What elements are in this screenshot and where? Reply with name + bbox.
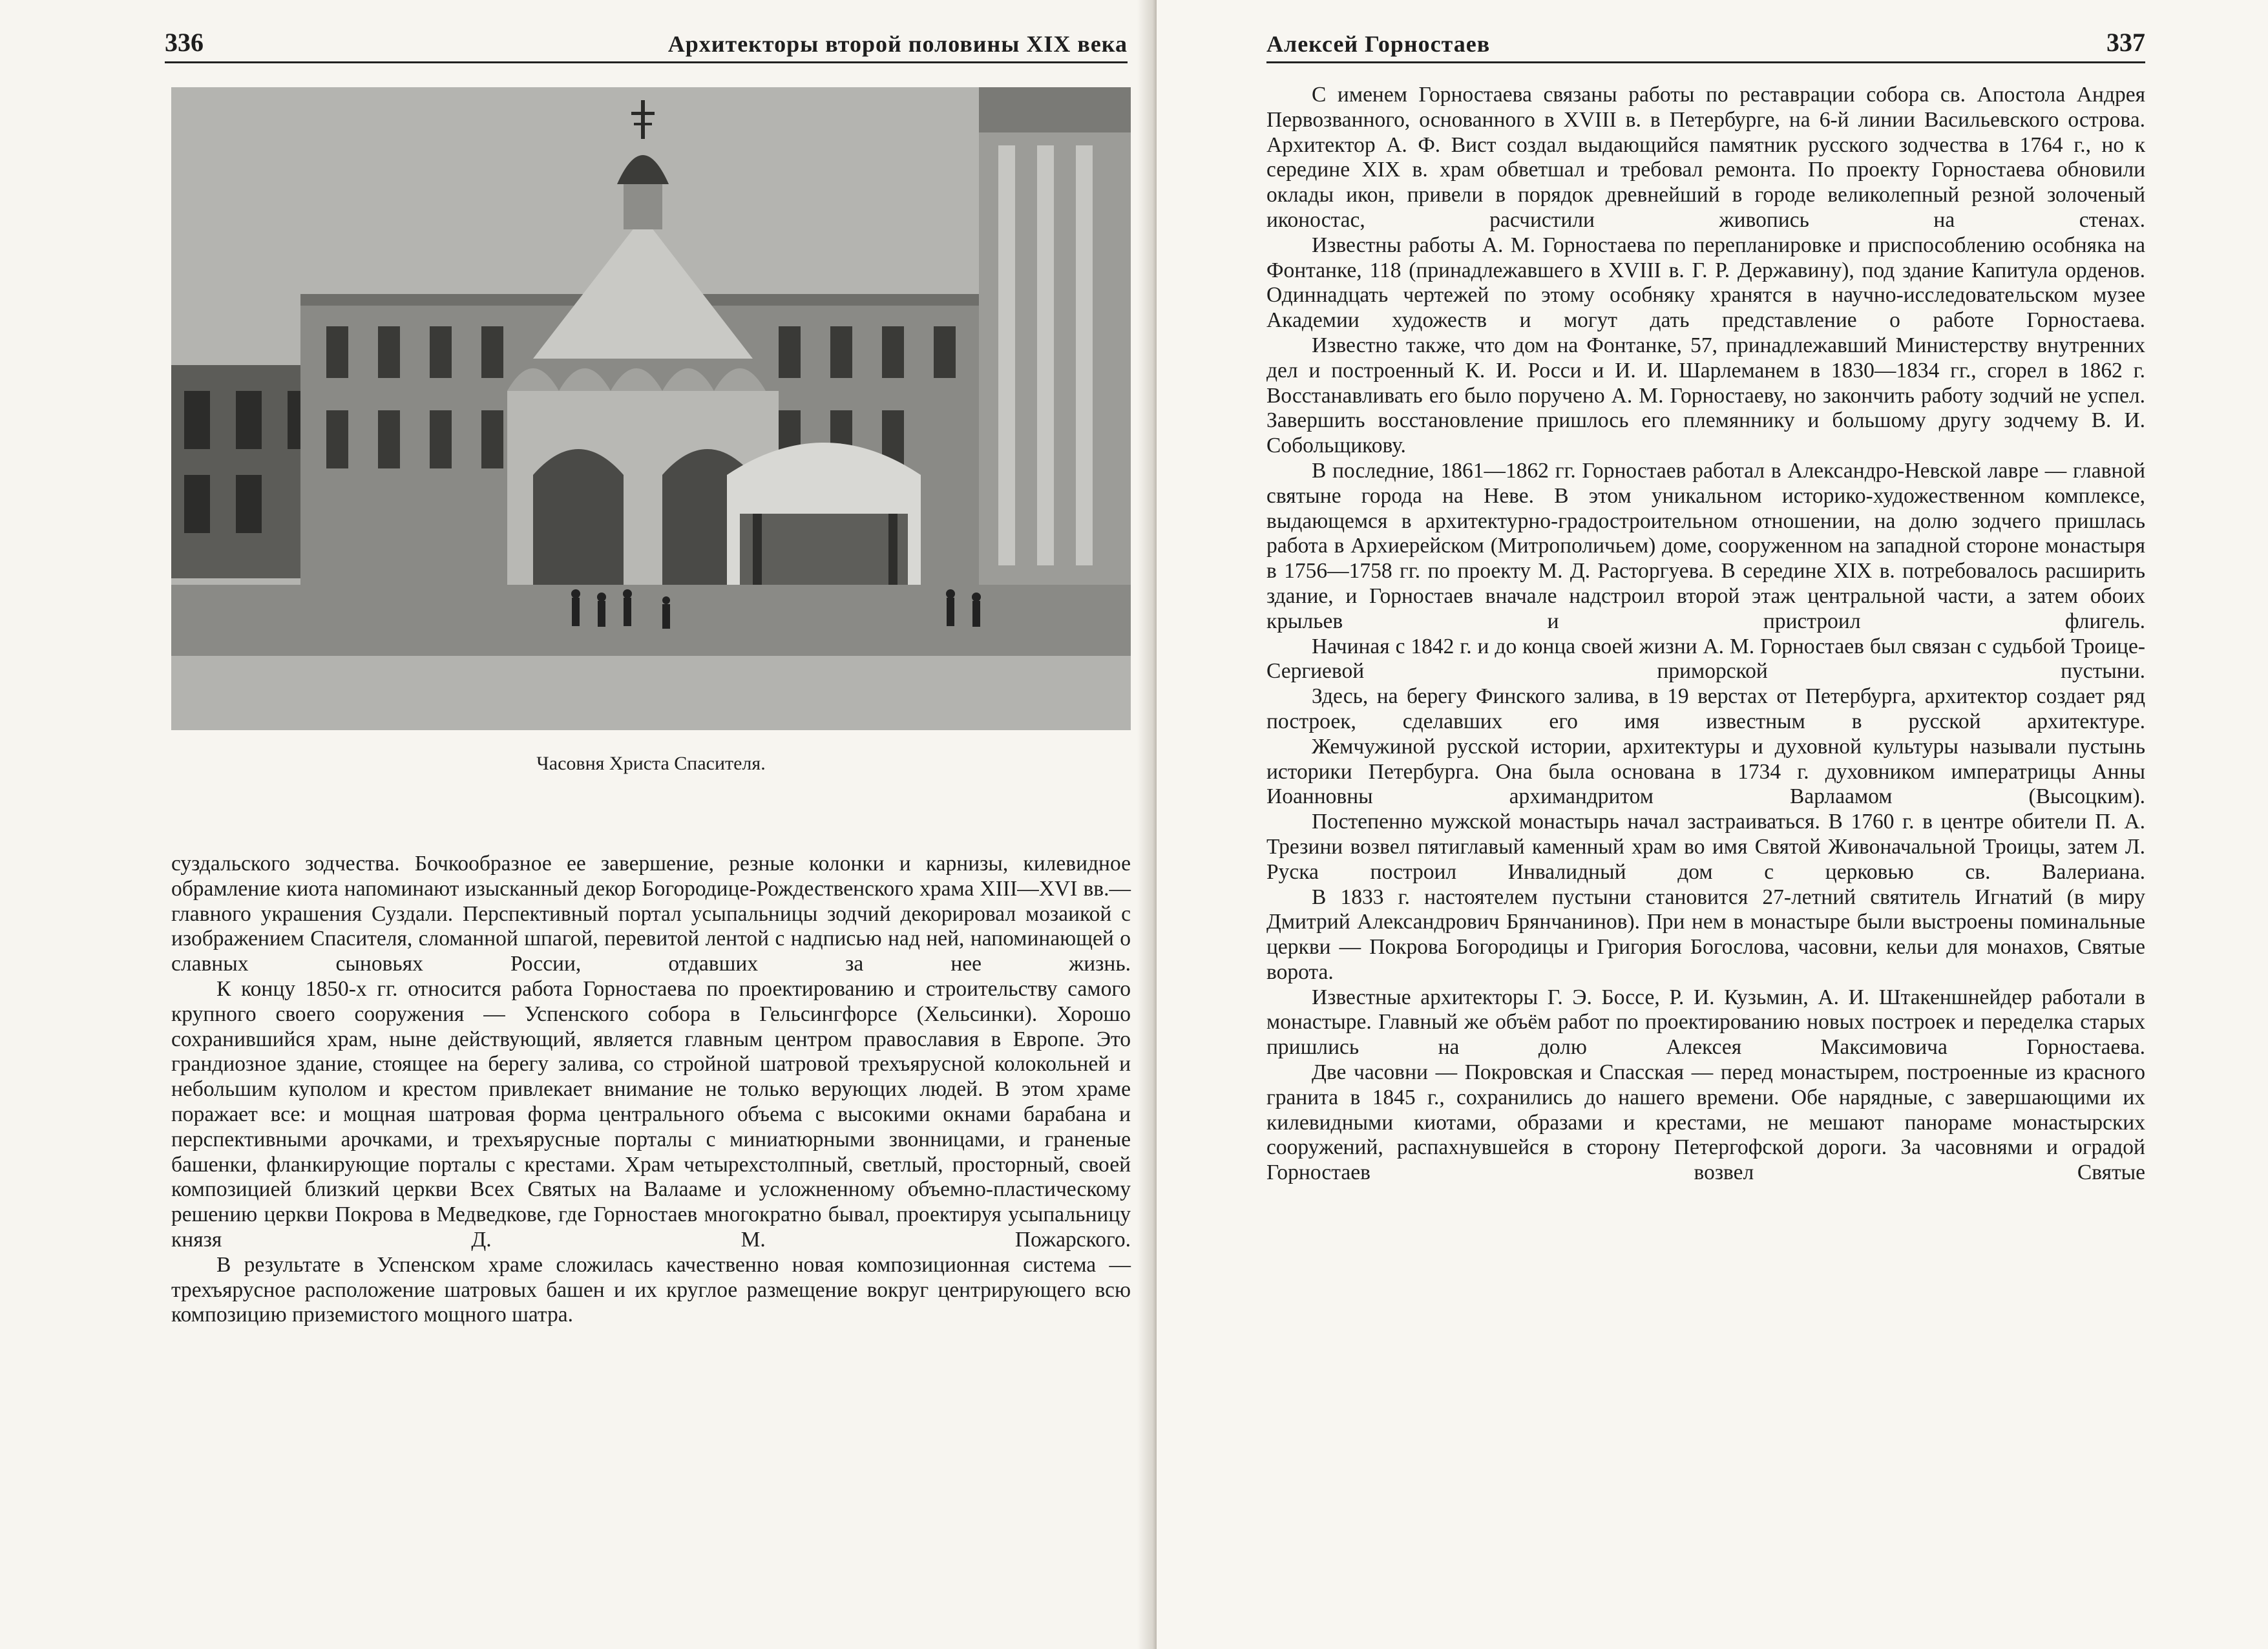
photo-caption: Часовня Христа Спасителя. [536, 753, 766, 774]
right-paragraph: Известные архитекторы Г. Э. Боссе, Р. И. Кузьмин, А. И. Штакеншнейдер работали в монастыре. Главный же объём работ по проектированию новых построек и переделка старых пришлись на долю Алексея Максимовича Горностаева. [1266, 985, 2145, 1060]
left-body-text [171, 852, 1131, 1328]
right-paragraph: Жемчужиной русской истории, архитектуры и духовной культуры называли пустынь историки Петербурга. Она была основана в 1734 г. духовником императрицы Анны Иоанновны архимандритом Варлаамом (Высоцким). [1266, 734, 2145, 809]
right-paragraph: Здесь, на берегу Финского залива, в 19 верстах от Петербурга, архитектор создает ряд построек, сделавших его имя известным в русской архитектуре. [1266, 684, 2145, 733]
right-running-title: Алексей Горностаев [1266, 31, 1491, 57]
right-paragraph: В последние, 1861—1862 гг. Горностаев работал в Александро-Невской лавре — главной святыне города на Неве. В этом уникальном историко-художественном комплексе, выдающемся в архитектурно-градостроительном отношении, на долю зодчего пришлась работа в Архиерейском (Митрополичьем) доме, сооруженном на западной стороне монастыря в 1756—1758 гг. по проекту М. Д. Расторгуева. В середине XIX в. потребовалось расширить здание, и Горностаев вначале надстроил второй этаж центральной части, а затем обоих крыльев и пристроил флигель. [1266, 458, 2145, 633]
right-paragraph: Начиная с 1842 г. и до конца своей жизни А. М. Горностаев был связан с судьбой Троице-Сергиевой приморской пустыни. [1266, 634, 2145, 684]
left-paragraph: В результате в Успенском храме сложилась качественно новая композиционная система — трехъярусное расположение шатровых башен и их круглое размещение вокруг центрирующего всю композицию приземистого мощного шатра. [171, 1252, 1131, 1327]
chapel-photo [171, 87, 1131, 730]
right-paragraph: Известно также, что дом на Фонтанке, 57, принадлежавший Министерству внутренних дел и построенный К. И. Росси и И. И. Шарлеманем в 1830—1834 гг., сгорел в 1862 г. Восстанавливать его было поручено А. М. Горностаеву, но закончить работу зодчий не успел. Завершить восстановление пришлось его племяннику и большому другу зодчему В. И. Собольщикову. [1266, 333, 2145, 458]
right-paragraph: Известны работы А. М. Горностаева по перепланировке и приспособлению особняка на Фонтанке, 118 (принадлежавшего в XVIII в. Г. Р. Державину), под здание Капитула орденов. Одиннадцать чертежей по этому особняку хранятся в научно-исследовательском музее Академии художеств и могут дать представление о работе Горностаева. [1266, 233, 2145, 333]
right-page-number: 337 [2106, 28, 2145, 57]
right-paragraph: В 1833 г. настоятелем пустыни становится 27-летний святитель Игнатий (в миру Дмитрий Александрович Брянчанинов). При нем в монастыре были выстроены поминальные церкви — Покрова Богородицы и Григория Богослова, часовни, кельи для монахов, Святые ворота. [1266, 885, 2145, 984]
left-running-title: Архитекторы второй половины XIX века [667, 31, 1128, 57]
right-page [1157, 0, 2268, 1649]
left-page-number: 336 [165, 28, 204, 57]
right-paragraph: Две часовни — Покровская и Спасская — перед монастырем, построенные из красного гранита в 1845 г., сохранились до нашего времени. Обе нарядные, с завершающими их килевидными киотами, образами и крестами, не мешают панораме монастырских сооружений, распахнувшейся в сторону Петергофской дороги. За часовнями и оградой Горностаев возвел Святые [1266, 1060, 2145, 1185]
right-paragraph: С именем Горностаева связаны работы по реставрации собора св. Апостола Андрея Первозванного, основанного в XVIII в. в Петербурге, на 6-й линии Васильевского острова. Архитектор А. Ф. Вист создал выдающийся памятник русского зодчества в 1764 г., но к середине XIX в. храм обветшал и требовал ремонта. По проекту Горностаева обновили оклады икон, привели в порядок древнейший в городе великолепный резной золоченый иконостас, расчистили живопись на стенах. [1266, 83, 2145, 232]
left-paragraph: К концу 1850-х гг. относится работа Горностаева по проектированию и строительству самого крупного своего сооружения — Успенского собора в Гельсингфорсе (Хельсинки). Хорошо сохранившийся храм, ныне действующий, является главным центром православия в Европе. Это грандиозное здание, стоящее на берегу залива, со стройной шатровой трехъярусной колокольней и небольшим куполом и крестом привлекает внимание не только верующих людей. В этом храме поражает все: и мощная шатровая форма центрального объема с высокими окнами барабана и перспективными арочками, и трехъярусные порталы с миниатюрными звонницами, и граненые башенки, фланкирующие порталы с крестами. Храм четырехстолпный, светлый, просторный, своей композицией близкий церкви Всех Святых на Валааме и усложненному объемно-пластическому решению церкви Покрова в Медведкове, где Горностаев многократно бывал, проектируя усыпальницу князя Д. М. Пожарского. [171, 976, 1131, 1252]
left-paragraph: суздальского зодчества. Бочкообразное ее завершение, резные колонки и карнизы, килевидное обрамление киота напоминают изысканный декор Богородице-Рождественского храма XIII—XVI вв.— главного украшения Суздали. Перспективный портал усыпальницы зодчий декорировал мозаикой с изображением Спасителя, сломанной шпагой, перевитой лентой с надписью над ней, напоминающей о славных сыновьях России, отдавших за нее жизнь. [171, 852, 1131, 976]
right-body-text [1266, 83, 2145, 1186]
left-running-head [165, 25, 1128, 63]
right-running-head [1266, 25, 2145, 63]
right-paragraph: Постепенно мужской монастырь начал застраиваться. В 1760 г. в центре обители П. А. Трезини возвел пятиглавый каменный храм во имя Святой Живоначальной Троицы, затем Л. Руска построил Инвалидный дом с церковью св. Валериана. [1266, 810, 2145, 884]
